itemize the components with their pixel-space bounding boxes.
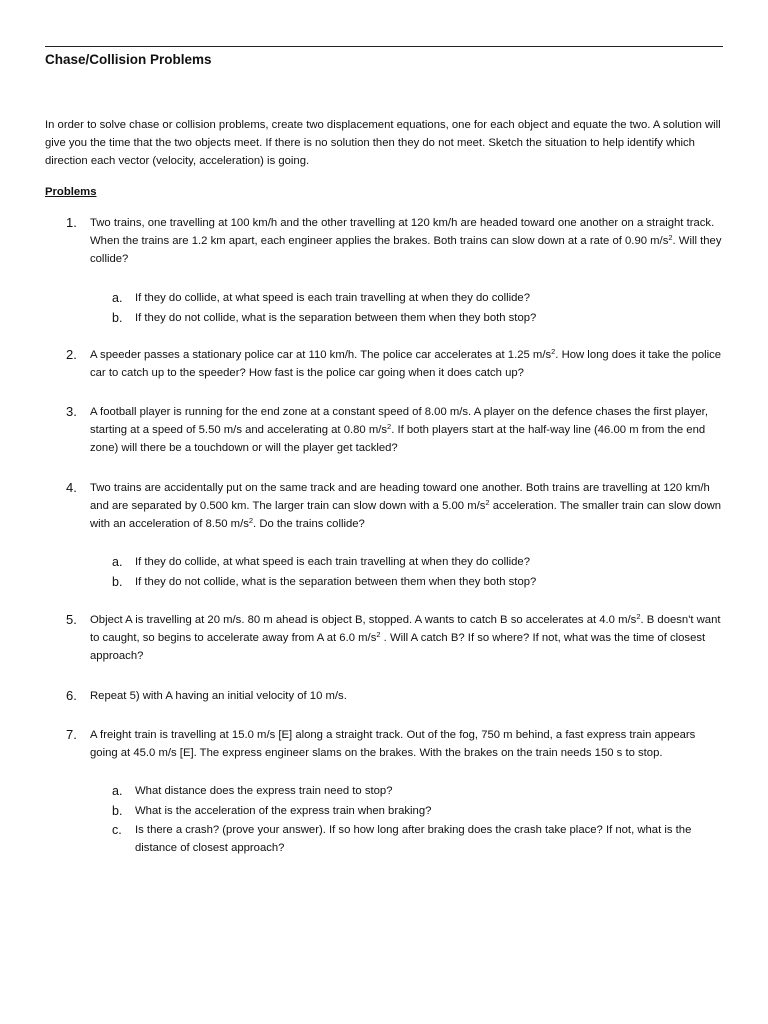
sub-letter: a. [112, 291, 123, 305]
problem-text-part: . Do the trains collide? [253, 518, 365, 530]
problem-text-part: A speeder passes a stationary police car at 110 km/h. The police car accelerates at 1.25 m/s [90, 349, 552, 361]
problem-number: 6. [66, 688, 77, 703]
problem-text-part: . Will A catch B? If so where? If not, what was the time of closest approach? [90, 632, 706, 662]
problem-number: 3. [66, 404, 77, 419]
superscript: 2 [376, 630, 381, 639]
sub-text: If they do collide, at what speed is each train travelling at when they do collide? [135, 292, 530, 304]
problem-text-part: . Will they collide? [90, 235, 722, 265]
problem-text-part: Object A is travelling at 20 m/s. 80 m ahead is object B, stopped. A wants to catch B so accelerates at 4.0 m/s [90, 614, 637, 626]
sub-text: Is there a crash? (prove your answer). If so how long after braking does the crash take place? If not, what is the distance of closest approach? [135, 824, 692, 854]
problem-text [90, 479, 726, 533]
problem-text-part: acceleration. The smaller train can slow down with an acceleration of 8.50 m/s [90, 500, 722, 530]
sub-letter: c. [112, 823, 122, 837]
superscript: 2 [248, 516, 254, 525]
sub-text: If they do not collide, what is the separation between them when they both stop? [135, 576, 537, 588]
superscript: 2 [636, 612, 641, 621]
sub-letter: b. [112, 804, 123, 818]
superscript: 2 [485, 498, 490, 507]
problem-text [90, 214, 726, 268]
problem-text [90, 346, 726, 382]
problem-text-part: Two trains are accidentally put on the same track and are heading toward one another. Both trains are travelling at 120 km/h and are separated by 0.500 km. The larger train can slow down with a 5.00 m/s [90, 482, 710, 512]
problem-text [90, 611, 726, 665]
problem-number: 4. [66, 480, 77, 495]
sub-letter: b. [112, 311, 123, 325]
sub-letter: a. [112, 784, 123, 798]
header-rule [45, 46, 723, 47]
problem-text-part: . How long does it take the police car to catch up to the speeder? How fast is the police car going when it does catch up? [90, 349, 722, 379]
problem-text-part: . B doesn't want to caught, so begins to accelerate away from A at 6.0 m/s [90, 614, 721, 644]
sub-letter: b. [112, 575, 123, 589]
problem-text-part: . If both players start at the half-way line (46.00 m from the end zone) will there be a touchdown or will the player get tackled? [90, 424, 706, 454]
sub-text: If they do collide, at what speed is each train travelling at when they do collide? [135, 556, 530, 568]
superscript: 2 [551, 347, 556, 356]
problem-number: 1. [66, 215, 77, 230]
sub-letter: a. [112, 555, 123, 569]
sub-text: What is the acceleration of the express train when braking? [135, 805, 432, 817]
problem-text-part: Two trains, one travelling at 100 km/h and the other travelling at 120 km/h are headed toward one another on a straight track. When the trains are 1.2 km apart, each engineer applies the brakes. Both trains can slow down at a rate of 0.90 m/s [90, 217, 715, 247]
problem-text [90, 403, 726, 457]
sub-text: What distance does the express train need to stop? [135, 785, 393, 797]
problem-number: 5. [66, 612, 77, 627]
problems-heading: Problems [45, 186, 97, 198]
title-text: Chase/Collision Problems [45, 52, 212, 67]
page-title [45, 50, 212, 70]
problem-number: 2. [66, 347, 77, 362]
problem-text-part: A football player is running for the end zone at a constant speed of 8.00 m/s. A player on the defence chases the first player, starting at a speed of 5.50 m/s and accelerating at 0.80 m/s [90, 406, 708, 436]
problem-text: Repeat 5) with A having an initial velocity of 10 m/s. [90, 690, 347, 702]
problem-text: A freight train is travelling at 15.0 m/s [E] along a straight track. Out of the fog, 750 m behind, a fast express train appears going at 45.0 m/s [E]. The express engineer slams on the brakes. With the brakes on the train needs 150 s to stop. [90, 729, 696, 759]
sub-text: If they do not collide, what is the separation between them when they both stop? [135, 312, 537, 324]
intro-paragraph: In order to solve chase or collision problems, create two displacement equations, one for each object and equate the two. A solution will give you the time that the two objects meet. If there is no solution then they do not meet. Sketch the situation to help identify which direction each vector (velocity, acceleration) is going. [45, 119, 721, 167]
superscript: 2 [387, 422, 392, 431]
problem-number: 7. [66, 727, 77, 742]
superscript: 2 [668, 233, 673, 242]
